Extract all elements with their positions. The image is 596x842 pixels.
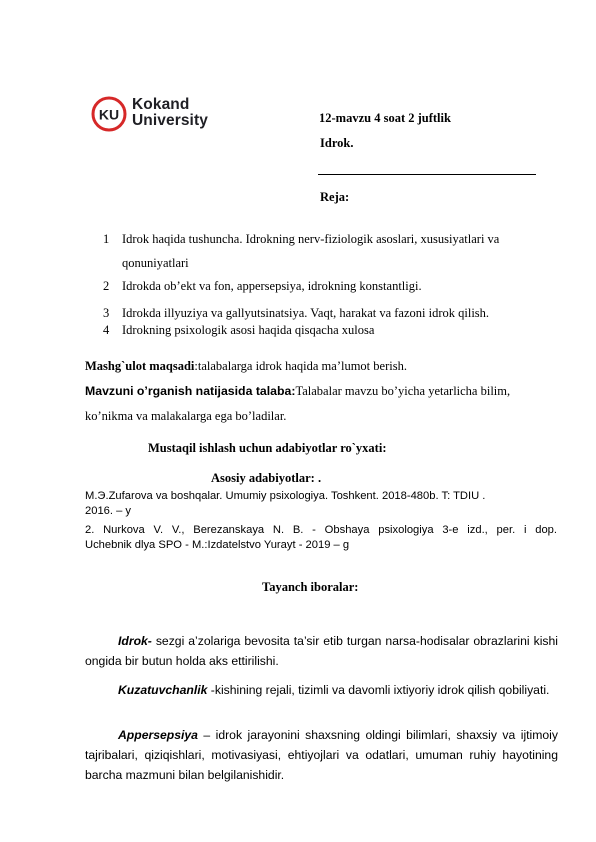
topic-title: Idrok. bbox=[320, 136, 354, 150]
term-idrok-text: sezgi a’zolariga bevosita ta’sir etib turgan narsa-hodisalar obrazlarini kishi ongida bir butun holda aks ettirilishi. bbox=[85, 634, 558, 668]
ku-logo-icon bbox=[91, 96, 127, 132]
term-appersepsiya: Appersepsiya bbox=[118, 728, 198, 742]
term-idrok: Idrok- bbox=[118, 634, 152, 648]
learning-outcome-label: Mavzuni o’rganish natijasida talaba: bbox=[85, 384, 296, 398]
term-kuzatuvchanlik-text: -kishining rejali, tizimli va davomli ixtiyoriy idrok qilish qobiliyati. bbox=[207, 683, 550, 697]
term-definition-idrok bbox=[85, 631, 558, 671]
plan-item-1-line-1: Idrok haqida tushuncha. Idrokning nerv-fiziologik asoslari, xususiyatlari va bbox=[122, 232, 500, 246]
topic-label: 12-mavzu 4 soat 2 juftlik bbox=[319, 111, 451, 125]
main-literature-heading: Asosiy adabiyotlar: . bbox=[211, 471, 322, 485]
reference-1-line-2: 2016. – y bbox=[85, 505, 132, 517]
logo-mark-text: KU bbox=[98, 106, 120, 123]
plan-number-1: 1 bbox=[103, 232, 110, 246]
reference-2-line-2: Uchebnik dlya SPO - M.:Izdatelstvo Yurayt - 2019 – g bbox=[85, 539, 350, 551]
plan-item-3: Idrokda illyuziya va gallyutsinatsiya. Vaqt, harakat va fazoni idrok qilish. bbox=[122, 306, 490, 320]
term-kuzatuvchanlik: Kuzatuvchanlik bbox=[118, 683, 208, 697]
lesson-goal-label: Mashg`ulot maqsadi bbox=[85, 359, 195, 373]
learning-outcome bbox=[85, 384, 510, 399]
learning-outcome-text-2: ko’nikma va malakalarga ega bo’ladilar. bbox=[85, 409, 287, 423]
reference-2-line-1: 2. Nurkova V. V., Berezanskaya N. B. - Obshaya psixologiya 3-e izd., per. i dop. bbox=[85, 524, 557, 536]
term-appersepsiya-text: – idrok jarayonini shaxsning oldingi bilimlari, shaxsiy va ijtimoiy tajribalari, qiziqishlari, motivasiyasi, ehtiyojlari va odatlari, umuman ruhiy hayotining barcha mazmuni bilan belgilanishidir. bbox=[85, 728, 558, 782]
term-definition-appersepsiya bbox=[85, 725, 558, 785]
lesson-goal bbox=[85, 359, 407, 374]
lesson-goal-text: :talabalarga idrok haqida ma’lumot berish. bbox=[194, 359, 407, 373]
term-definition-kuzatuvchanlik bbox=[85, 680, 558, 700]
reference-1-line-1: M.Э.Zufarova va boshqalar. Umumiy psixologiya. Toshkent. 2018-480b. T: TDIU . bbox=[85, 490, 486, 502]
plan-number-4: 4 bbox=[103, 323, 110, 337]
plan-item-1-line-2: qonuniyatlari bbox=[122, 256, 189, 270]
key-terms-heading: Tayanch iboralar: bbox=[262, 580, 359, 594]
literature-heading: Mustaqil ishlash uchun adabiyotlar ro`yxati: bbox=[148, 441, 387, 455]
plan-item-4: Idrokning psixologik asosi haqida qisqacha xulosa bbox=[122, 323, 375, 337]
logo-word-kokand: Kokand bbox=[132, 96, 190, 113]
learning-outcome-text-1: Talabalar mavzu bo’yicha yetarlicha bilim, bbox=[295, 384, 511, 398]
plan-item-2: Idrokda ob’ekt va fon, appersepsiya, idrokning konstantligi. bbox=[122, 279, 422, 293]
header-divider bbox=[318, 174, 536, 175]
university-logo bbox=[91, 96, 241, 136]
plan-number-2: 2 bbox=[103, 279, 110, 293]
plan-number-3: 3 bbox=[103, 306, 110, 320]
logo-word-university: University bbox=[132, 112, 208, 129]
plan-heading: Reja: bbox=[320, 190, 350, 204]
